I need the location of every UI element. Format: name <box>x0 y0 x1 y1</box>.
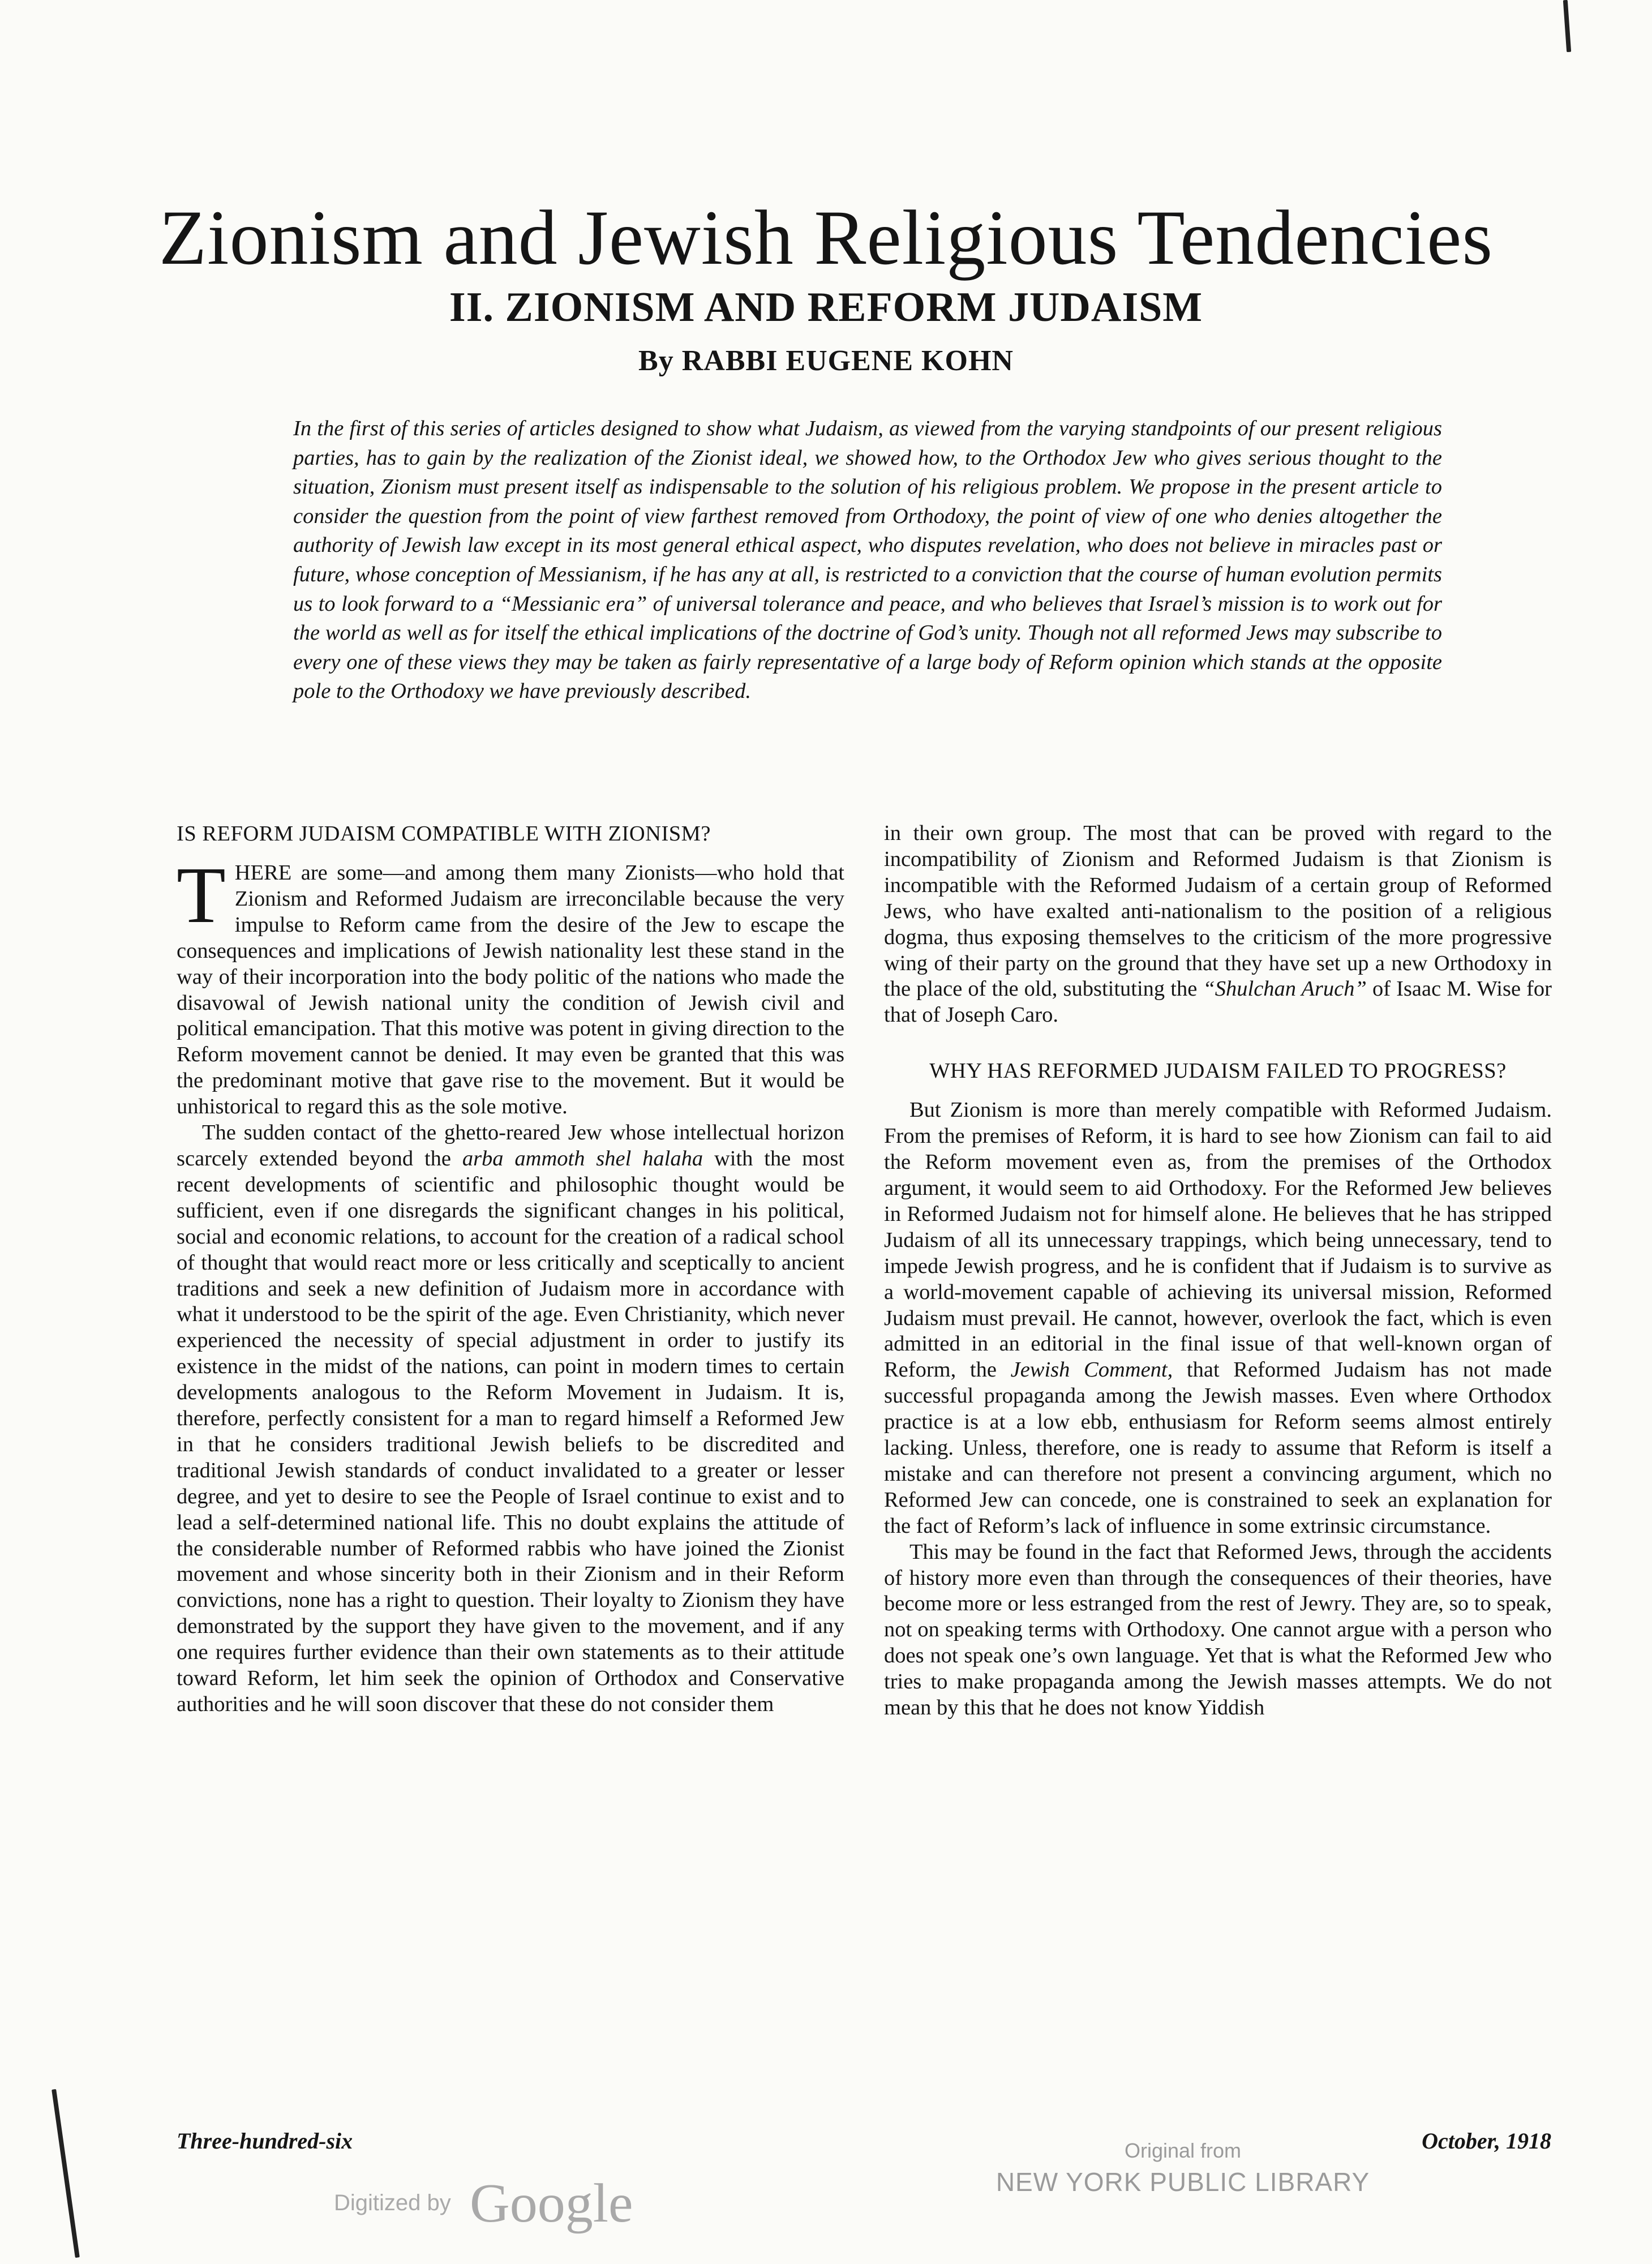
original-from-label: Original from <box>1124 2139 1242 2162</box>
left-paragraph-2-text-b: with the most recent developments of scientific and philosophic thought would be sufficient, even if one disregards the significant changes in his political, social and economic relations, to account for the creation of a radical school of thought that would react more or less critically and sceptically to ancient traditions and seek a new definition of Judaism more in accordance with what it understood to be the spirit of the age. Even Christianity, which never experienced the necessity of special adjustment in order to justify its existence in the midst of the nations, can point in modern times to certain developments analogous to the Reform Movement in Judaism. It is, therefore, perfectly consistent for a man to regard himself a Reformed Jew in that he considers traditional Jewish beliefs to be discredited and traditional Jewish standards of conduct invalidated to a greater or lesser degree, and yet to desire to see the People of Israel continue to exist and to lead a self-determined national life. This no doubt explains the attitude of the considerable number of Reformed rabbis who have joined the Zionist movement and whose sincerity both in their Zionism and in their Reform convictions, none has a right to question. Their loyalty to Zionism they have demonstrated by the support they have given to the movement, and if any one requires further evidence than their own statements as to their attitude toward Reform, let him seek the opinion of Orthodox and Conservative authorities and he will soon discover that these do not consider them <box>177 1146 844 1716</box>
section-heading-progress: WHY HAS REFORMED JUDAISM FAILED TO PROGRESS? <box>929 1059 1507 1083</box>
right-column <box>884 821 1552 2103</box>
right-paragraph-2-text-a: But Zionism is more than merely compatible with Reformed Judaism. From the premises of Reform, it is hard to see how Zionism can fail to aid the Reform movement even as, from the premises of the Orthodox argument, it would seem to aid Orthodoxy. For the Reformed Jew believes in Reformed Judaism not for himself alone. He believes that he has stripped Judaism of all its unnecessary trappings, which being unnecessary, tend to impede Jewish progress, and he is confident that if Judaism is to survive as a world-movement capable of achieving its universal mission, Reformed Judaism must prevail. He cannot, however, overlook the fact, which is even admitted in an editorial in the final issue of that well-known organ of Reform, the <box>884 1098 1552 1382</box>
section-heading-compatible: IS REFORM JUDAISM COMPATIBLE WITH ZIONISM? <box>177 822 711 846</box>
library-attribution <box>990 2137 1375 2199</box>
left-paragraph-1-text: HERE are some—and among them many Zionists—who hold that Zionism and Reformed Judaism are irreconcilable because the very impulse to Reform came from the desire of the Jew to escape the consequences and implications of Jewish nationality lest these stand in the way of their incorporation into the body politic of the nations who made the disavowal of Jewish national unity the condition of Jewish civil and political emancipation. That this motive was potent in giving direction to the Reform movement cannot be denied. It may even be granted that this was the predominant motive that gave rise to the movement. But it would be unhistorical to regard this as the sole motive. <box>177 861 844 1119</box>
article-subtitle: II. ZIONISM AND REFORM JUDAISM <box>449 284 1203 331</box>
left-column <box>177 821 844 2103</box>
article-intro: In the first of this series of articles designed to show what Judaism, as viewed from the varying standpoints of our present religious parties, has to gain by the realization of the Zionist ideal, we showed how, to the Orthodox Jew who gives serious thought to the situation, Zionism must present itself as indispensable to the solution of his religious problem. We propose in the present article to consider the question from the point of view farthest removed from Orthodoxy, the point of view of one who denies altogether the authority of Jewish law except in its most general ethical aspect, who disputes revelation, who does not believe in miracles past or future, whose conception of Messianism, if he has any at all, is restricted to a conviction that the course of human evolution permits us to look forward to a “Messianic era” of universal tolerance and peace, and who believes that Israel’s mission is to work out for the world as well as for itself the ethical implications of the doctrine of God’s unity. Though not all reformed Jews may subscribe to every one of these views they may be taken as fairly representative of a large body of Reform opinion which stands at the opposite pole to the Orthodoxy we have previously described. <box>293 417 1442 704</box>
scan-mark-top-right <box>1563 0 1571 52</box>
left-paragraph-2 <box>177 1120 844 1718</box>
right-paragraph-2-italic: Jewish Comment, <box>1010 1358 1173 1382</box>
issue-date: October, 1918 <box>1422 2128 1551 2154</box>
right-paragraph-1-text-a: in their own group. The most that can be proved with regard to the incompatibility of Zionism and Reformed Judaism is that Zionism is incompatible with the Reformed Judaism of a certain group of Reformed Jews, who have exalted anti-nationalism to the position of a religious dogma, thus exposing themselves to the criticism of the more progressive wing of their party on the ground that they have set up a new Orthodoxy in the place of the old, substituting the <box>884 821 1552 1001</box>
right-paragraph-1-italic: “Shulchan Aruch” <box>1203 977 1367 1001</box>
right-paragraph-1 <box>884 821 1552 1028</box>
right-paragraph-2-text-b: that Reformed Judaism has not made successful propaganda among the Jewish masses. Even where Orthodox practice is at a low ebb, enthusiasm for Reform seems almost entirely lacking. Unless, therefore, one is ready to assume that Reform is itself a mistake and can therefore not present a convincing argument, which no Reformed Jew can concede, one is constrained to seek an explanation for the fact of Reform’s lack of influence in some extrinsic circumstance. <box>884 1358 1552 1538</box>
right-paragraph-2 <box>884 1097 1552 1539</box>
digitized-by-label: Digitized by <box>334 2190 451 2215</box>
drop-cap: T <box>177 850 226 940</box>
left-paragraph-2-text-a: The sudden contact of the ghetto-reared Jew whose intellectual horizon scarcely extended beyond the <box>177 1121 844 1170</box>
left-paragraph-2-italic: arba ammoth shel halaha <box>462 1146 703 1170</box>
library-name: NEW YORK PUBLIC LIBRARY <box>996 2167 1370 2197</box>
scan-mark-bottom-left <box>52 2089 80 2258</box>
google-wordmark: Google <box>470 2173 633 2234</box>
page-number: Three-hundred-six <box>177 2128 353 2154</box>
article-title: Zionism and Jewish Religious Tendencies <box>158 194 1494 281</box>
left-paragraph-1 <box>177 850 844 1120</box>
right-paragraph-1-text-b: of Isaac M. Wise for that of Joseph Caro. <box>884 977 1552 1027</box>
right-paragraph-3: This may be found in the fact that Reformed Jews, through the accidents of history more even than through the consequences of their theories, have become more or less estranged from the rest of Jewry. They are, so to speak, not on speaking terms with Orthodoxy. One cannot argue with a person who does not speak one’s own language. Yet that is what the Reformed Jew who tries to make propaganda among the Jewish masses attempts. We do not mean by this that he does not know Yiddish <box>884 1540 1552 1720</box>
article-byline: By RABBI EUGENE KOHN <box>638 345 1014 377</box>
